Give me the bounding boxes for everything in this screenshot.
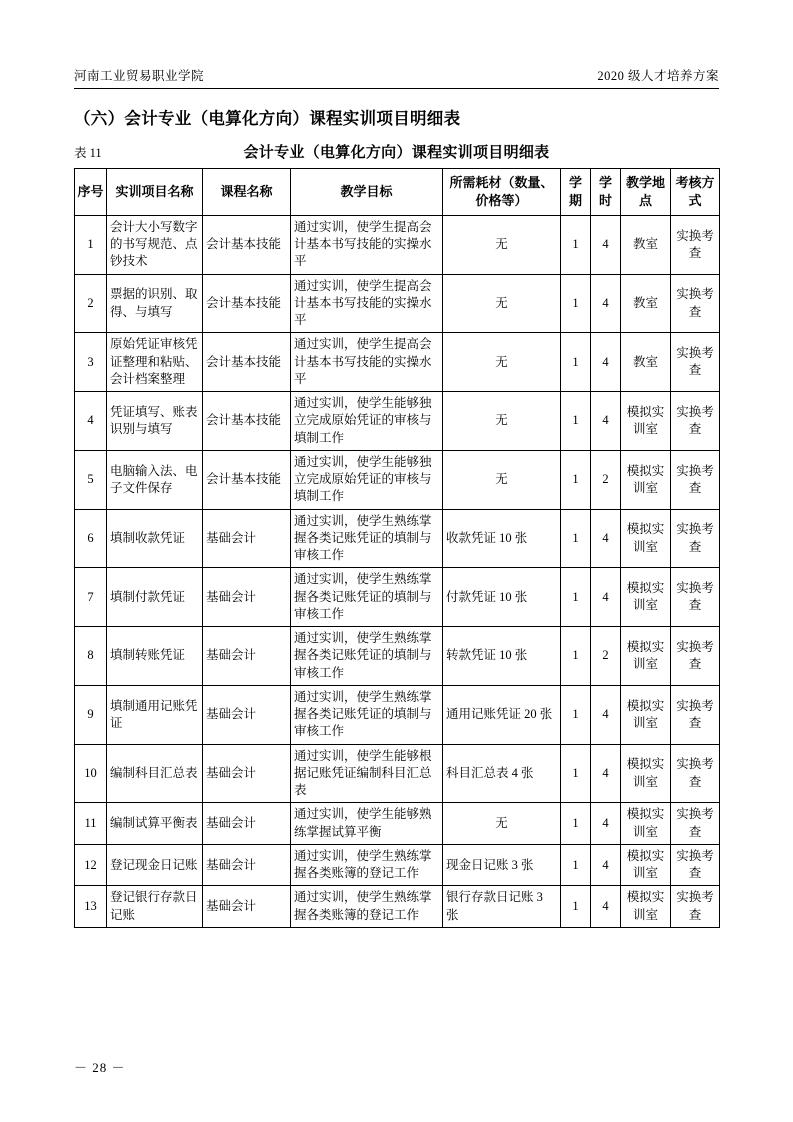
cell-course-name: 基础会计 <box>203 744 291 803</box>
column-header-assessment: 考核方式 <box>671 169 720 216</box>
cell-course-name: 基础会计 <box>203 568 291 627</box>
page-number: － 28 － <box>74 1060 126 1075</box>
cell-project-name: 编制试算平衡表 <box>107 803 203 845</box>
header-institution: 河南工业贸易职业学院 <box>74 69 205 83</box>
column-header-materials: 所需耗材（数量、价格等） <box>443 169 561 216</box>
table-row <box>75 886 720 928</box>
cell-term: 1 <box>561 509 591 568</box>
column-header-course-name: 课程名称 <box>203 169 291 216</box>
cell-project-name: 登记银行存款日记账 <box>107 886 203 928</box>
cell-index: 13 <box>75 886 107 928</box>
cell-assessment: 实换考查 <box>671 392 720 451</box>
cell-materials: 付款凭证 10 张 <box>443 568 561 627</box>
cell-hours: 4 <box>591 215 621 274</box>
cell-project-name: 原始凭证审核凭证整理和粘贴、会计档案整理 <box>107 333 203 392</box>
table-row <box>75 450 720 509</box>
cell-teaching-goal: 通过实训，使学生能够熟练掌握试算平衡 <box>291 803 443 845</box>
cell-term: 1 <box>561 392 591 451</box>
cell-location: 教室 <box>621 215 671 274</box>
cell-project-name: 电脑输入法、电子文件保存 <box>107 450 203 509</box>
cell-teaching-goal: 通过实训，使学生能够独立完成原始凭证的审核与填制工作 <box>291 392 443 451</box>
cell-teaching-goal: 通过实训，使学生熟练掌握各类记账凭证的填制与审核工作 <box>291 509 443 568</box>
cell-project-name: 会计大小写数字的书写规范、点钞技术 <box>107 215 203 274</box>
cell-assessment: 实换考查 <box>671 509 720 568</box>
cell-location: 模拟实训室 <box>621 886 671 928</box>
cell-assessment: 实换考查 <box>671 333 720 392</box>
section-heading: （六）会计专业（电算化方向）课程实训项目明细表 <box>74 109 461 128</box>
cell-term: 1 <box>561 886 591 928</box>
cell-hours: 4 <box>591 685 621 744</box>
cell-course-name: 基础会计 <box>203 886 291 928</box>
table-title: 会计专业（电算化方向）课程实训项目明细表 <box>243 145 550 161</box>
cell-location: 模拟实训室 <box>621 568 671 627</box>
table-row <box>75 803 720 845</box>
page-content <box>74 66 719 928</box>
cell-hours: 4 <box>591 274 621 333</box>
header-document-title: 2020 级人才培养方案 <box>597 69 719 83</box>
table-row <box>75 274 720 333</box>
cell-course-name: 基础会计 <box>203 509 291 568</box>
cell-course-name: 基础会计 <box>203 627 291 686</box>
column-header-project-name: 实训项目名称 <box>107 169 203 216</box>
cell-index: 2 <box>75 274 107 333</box>
cell-term: 1 <box>561 215 591 274</box>
column-header-hours: 学时 <box>591 169 621 216</box>
column-header-term: 学期 <box>561 169 591 216</box>
cell-course-name: 基础会计 <box>203 685 291 744</box>
cell-hours: 4 <box>591 886 621 928</box>
cell-teaching-goal: 通过实训，使学生能够独立完成原始凭证的审核与填制工作 <box>291 450 443 509</box>
cell-project-name: 填制收款凭证 <box>107 509 203 568</box>
cell-teaching-goal: 通过实训，使学生熟练掌握各类记账凭证的填制与审核工作 <box>291 685 443 744</box>
cell-assessment: 实换考查 <box>671 844 720 886</box>
cell-course-name: 会计基本技能 <box>203 333 291 392</box>
cell-location: 教室 <box>621 274 671 333</box>
training-projects-table <box>74 168 720 928</box>
cell-term: 1 <box>561 627 591 686</box>
cell-course-name: 会计基本技能 <box>203 274 291 333</box>
cell-hours: 4 <box>591 509 621 568</box>
cell-index: 4 <box>75 392 107 451</box>
cell-assessment: 实换考查 <box>671 886 720 928</box>
cell-materials: 无 <box>443 333 561 392</box>
table-number-label: 表 11 <box>74 146 102 160</box>
cell-term: 1 <box>561 803 591 845</box>
cell-assessment: 实换考查 <box>671 215 720 274</box>
cell-hours: 4 <box>591 844 621 886</box>
table-row <box>75 392 720 451</box>
cell-materials: 现金日记账 3 张 <box>443 844 561 886</box>
cell-term: 1 <box>561 568 591 627</box>
cell-term: 1 <box>561 333 591 392</box>
cell-index: 7 <box>75 568 107 627</box>
cell-project-name: 填制付款凭证 <box>107 568 203 627</box>
cell-project-name: 登记现金日记账 <box>107 844 203 886</box>
table-body <box>75 215 720 927</box>
table-row <box>75 568 720 627</box>
cell-project-name: 凭证填写、账表识别与填写 <box>107 392 203 451</box>
cell-hours: 4 <box>591 744 621 803</box>
cell-assessment: 实换考查 <box>671 627 720 686</box>
cell-course-name: 基础会计 <box>203 844 291 886</box>
cell-project-name: 编制科目汇总表 <box>107 744 203 803</box>
cell-hours: 4 <box>591 333 621 392</box>
cell-materials: 无 <box>443 803 561 845</box>
cell-location: 模拟实训室 <box>621 803 671 845</box>
cell-index: 10 <box>75 744 107 803</box>
cell-materials: 无 <box>443 392 561 451</box>
cell-teaching-goal: 通过实训，使学生熟练掌握各类记账凭证的填制与审核工作 <box>291 568 443 627</box>
table-row <box>75 509 720 568</box>
table-row <box>75 685 720 744</box>
cell-course-name: 会计基本技能 <box>203 450 291 509</box>
cell-assessment: 实换考查 <box>671 450 720 509</box>
table-header-row <box>75 169 720 216</box>
cell-location: 模拟实训室 <box>621 450 671 509</box>
cell-hours: 2 <box>591 627 621 686</box>
cell-teaching-goal: 通过实训，使学生提高会计基本书写技能的实操水平 <box>291 333 443 392</box>
cell-course-name: 基础会计 <box>203 803 291 845</box>
table-row <box>75 744 720 803</box>
cell-materials: 通用记账凭证 20 张 <box>443 685 561 744</box>
cell-project-name: 填制通用记账凭证 <box>107 685 203 744</box>
cell-location: 模拟实训室 <box>621 627 671 686</box>
cell-term: 1 <box>561 274 591 333</box>
cell-teaching-goal: 通过实训，使学生熟练掌握各类账簿的登记工作 <box>291 844 443 886</box>
cell-hours: 4 <box>591 803 621 845</box>
cell-location: 模拟实训室 <box>621 844 671 886</box>
cell-index: 8 <box>75 627 107 686</box>
cell-assessment: 实换考查 <box>671 803 720 845</box>
cell-term: 1 <box>561 744 591 803</box>
table-row <box>75 333 720 392</box>
cell-course-name: 会计基本技能 <box>203 215 291 274</box>
cell-materials: 科目汇总表 4 张 <box>443 744 561 803</box>
cell-index: 9 <box>75 685 107 744</box>
cell-assessment: 实换考查 <box>671 568 720 627</box>
table-row <box>75 844 720 886</box>
cell-project-name: 填制转账凭证 <box>107 627 203 686</box>
cell-location: 教室 <box>621 333 671 392</box>
cell-project-name: 票据的识别、取得、与填写 <box>107 274 203 333</box>
cell-index: 1 <box>75 215 107 274</box>
cell-materials: 无 <box>443 215 561 274</box>
cell-location: 模拟实训室 <box>621 744 671 803</box>
cell-hours: 2 <box>591 450 621 509</box>
cell-assessment: 实换考查 <box>671 744 720 803</box>
cell-term: 1 <box>561 450 591 509</box>
cell-hours: 4 <box>591 568 621 627</box>
cell-location: 模拟实训室 <box>621 509 671 568</box>
cell-teaching-goal: 通过实训，使学生提高会计基本书写技能的实操水平 <box>291 215 443 274</box>
column-header-index: 序号 <box>75 169 107 216</box>
cell-term: 1 <box>561 844 591 886</box>
cell-hours: 4 <box>591 392 621 451</box>
cell-teaching-goal: 通过实训，使学生熟练掌握各类记账凭证的填制与审核工作 <box>291 627 443 686</box>
cell-teaching-goal: 通过实训，使学生熟练掌握各类账簿的登记工作 <box>291 886 443 928</box>
cell-course-name: 会计基本技能 <box>203 392 291 451</box>
cell-location: 模拟实训室 <box>621 685 671 744</box>
cell-index: 6 <box>75 509 107 568</box>
cell-location: 模拟实训室 <box>621 392 671 451</box>
column-header-location: 教学地点 <box>621 169 671 216</box>
cell-term: 1 <box>561 685 591 744</box>
cell-materials: 收款凭证 10 张 <box>443 509 561 568</box>
column-header-teaching-goal: 教学目标 <box>291 169 443 216</box>
cell-assessment: 实换考查 <box>671 274 720 333</box>
cell-assessment: 实换考查 <box>671 685 720 744</box>
cell-materials: 无 <box>443 450 561 509</box>
cell-index: 11 <box>75 803 107 845</box>
cell-materials: 无 <box>443 274 561 333</box>
cell-teaching-goal: 通过实训，使学生提高会计基本书写技能的实操水平 <box>291 274 443 333</box>
table-row <box>75 215 720 274</box>
cell-materials: 银行存款日记账 3 张 <box>443 886 561 928</box>
cell-index: 12 <box>75 844 107 886</box>
cell-materials: 转款凭证 10 张 <box>443 627 561 686</box>
table-caption <box>74 141 719 162</box>
cell-index: 5 <box>75 450 107 509</box>
table-row <box>75 627 720 686</box>
page-header <box>74 66 719 89</box>
cell-index: 3 <box>75 333 107 392</box>
cell-teaching-goal: 通过实训，使学生能够根据记账凭证编制科目汇总表 <box>291 744 443 803</box>
